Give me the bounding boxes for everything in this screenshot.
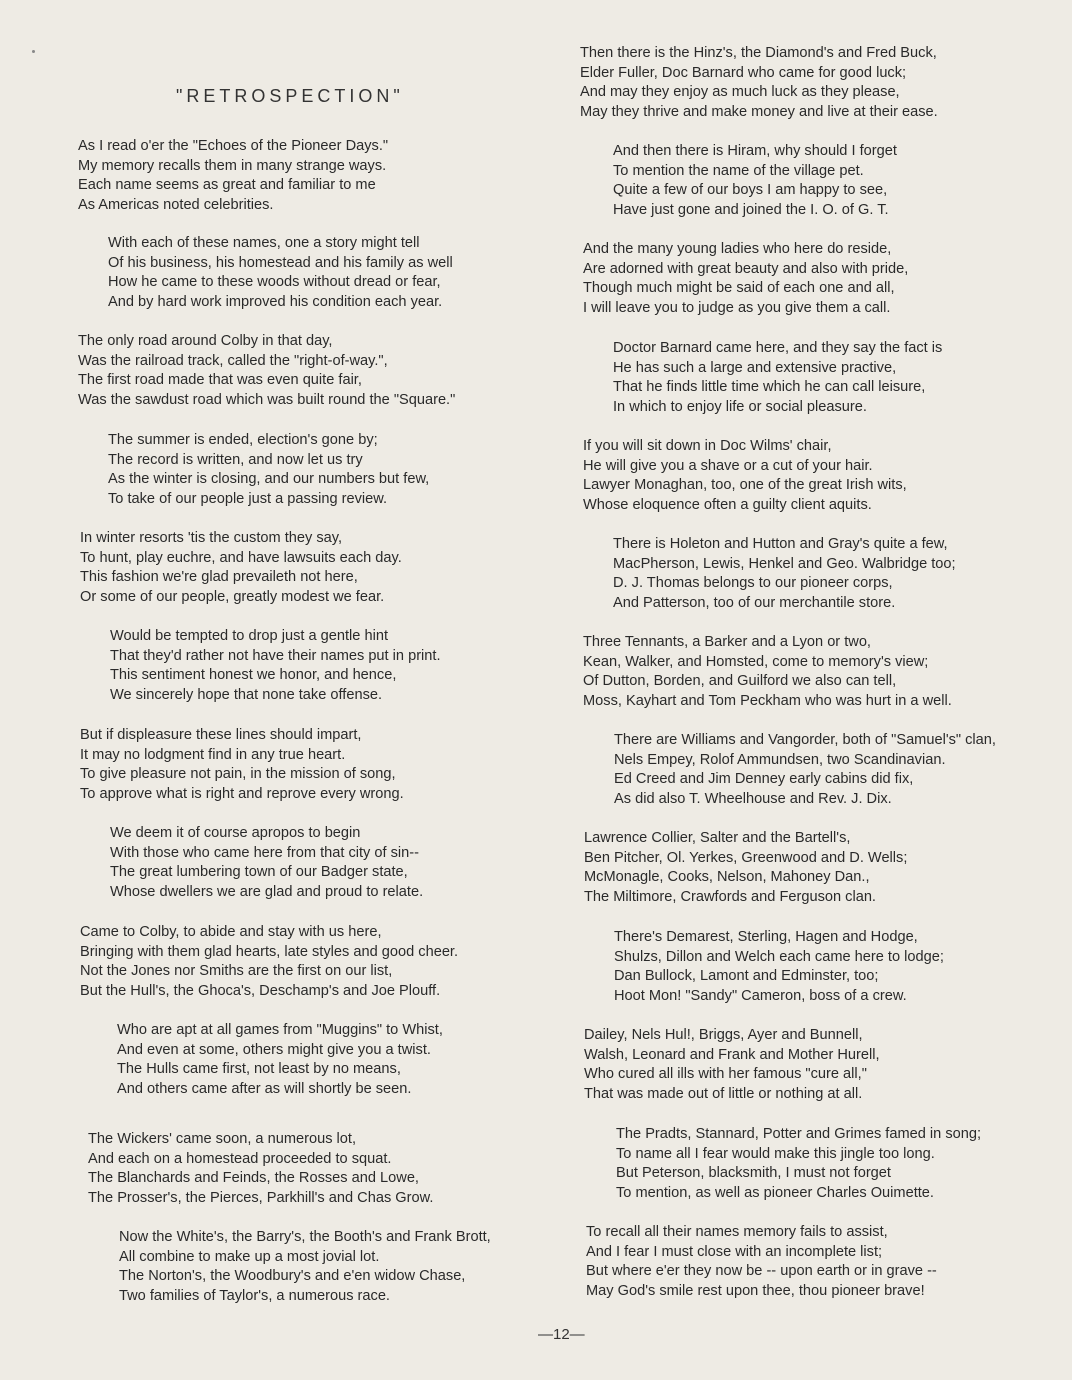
poem-line: This sentiment honest we honor, and hence, xyxy=(110,667,397,684)
poem-line: May God's smile rest upon thee, thou pioneer brave! xyxy=(586,1282,925,1299)
poem-line: That was made out of little or nothing at all. xyxy=(584,1085,863,1102)
poem-line: Ed Creed and Jim Denney early cabins did fix, xyxy=(614,771,914,788)
poem-line: As Americas noted celebrities. xyxy=(78,196,274,213)
poem-line: The first road made that was even quite fair, xyxy=(78,372,362,389)
poem-line: My memory recalls them in many strange ways. xyxy=(78,157,387,174)
poem-line: All combine to make up a most jovial lot. xyxy=(119,1248,380,1265)
poem-line: Moss, Kayhart and Tom Peckham who was hurt in a well. xyxy=(583,692,952,709)
stanza xyxy=(616,1125,981,1203)
poem-line: The great lumbering town of our Badger state, xyxy=(110,864,408,881)
poem-line: As did also T. Wheelhouse and Rev. J. Dix. xyxy=(614,790,892,807)
poem-line: The Wickers' came soon, a numerous lot, xyxy=(88,1131,357,1147)
poem-line: To hunt, play euchre, and have lawsuits each day. xyxy=(80,549,402,566)
poem-line: D. J. Thomas belongs to our pioneer corps, xyxy=(613,575,893,592)
poem-line: MacPherson, Lewis, Henkel and Geo. Walbridge too; xyxy=(613,555,956,572)
poem-line: The Blanchards and Feinds, the Rosses and Lowe, xyxy=(88,1170,419,1187)
stanza xyxy=(584,1026,880,1104)
poem-line: Bringing with them glad hearts, late styles and good cheer. xyxy=(80,943,459,960)
poem-line: Shulzs, Dillon and Welch each came here to lodge; xyxy=(614,948,944,965)
stanza xyxy=(583,240,908,318)
stanza xyxy=(580,44,938,122)
poem-line: I will leave you to judge as you give them a call. xyxy=(583,299,891,316)
stanza xyxy=(78,137,388,215)
stanza xyxy=(108,234,453,312)
stanza xyxy=(108,431,429,509)
poem-line: The Miltimore, Crawfords and Ferguson clan. xyxy=(584,888,876,905)
poem-line: The Hulls came first, not least by no means, xyxy=(117,1061,401,1078)
poem-line: Of Dutton, Borden, and Guilford we also can tell, xyxy=(583,673,897,690)
poem-line: The record is written, and now let us try xyxy=(108,451,363,468)
stanza xyxy=(583,633,952,711)
poem-line: Then there is the Hinz's, the Diamond's and Fred Buck, xyxy=(580,45,937,61)
poem-line: The Pradts, Stannard, Potter and Grimes famed in song; xyxy=(616,1126,982,1142)
poem-line: And others came after as will shortly be seen. xyxy=(117,1080,412,1097)
poem-line: McMonagle, Cooks, Nelson, Mahoney Dan., xyxy=(584,869,870,886)
poem-line: Lawyer Monaghan, too, one of the great Irish wits, xyxy=(583,477,907,494)
poem-line: We sincerely hope that none take offense. xyxy=(110,686,383,703)
stanza xyxy=(614,928,944,1006)
poem-line: With each of these names, one a story might tell xyxy=(108,235,420,251)
poem-line: This fashion we're glad prevaileth not here, xyxy=(80,569,358,586)
poem-line: Dan Bullock, Lamont and Edminster, too; xyxy=(614,968,879,985)
poem-line: Though much might be said of each one and all, xyxy=(583,280,895,297)
poem-line: Of his business, his homestead and his family as well xyxy=(108,254,453,271)
poem-line: Not the Jones nor Smiths are the first on our list, xyxy=(80,963,393,980)
poem-line: Nels Empey, Rolof Ammundsen, two Scandinavian. xyxy=(614,751,946,768)
poem-line: Doctor Barnard came here, and they say the fact is xyxy=(613,340,943,356)
poem-line: But Peterson, blacksmith, I must not forget xyxy=(616,1165,891,1182)
poem-line: It may no lodgment find in any true heart. xyxy=(80,746,346,763)
poem-line: In which to enjoy life or social pleasure. xyxy=(613,398,867,415)
poem-line: Came to Colby, to abide and stay with us here, xyxy=(80,924,382,940)
poem-line: Was the railroad track, called the "right-of-way.", xyxy=(78,352,388,369)
stanza xyxy=(586,1223,937,1301)
poem-line: But the Hull's, the Ghoca's, Deschamp's and Joe Plouff. xyxy=(80,982,441,999)
poem-line: He has such a large and extensive practive, xyxy=(613,359,897,376)
poem-line: But where e'er they now be -- upon earth or in grave -- xyxy=(586,1263,937,1280)
poem-line: Who cured all ills with her famous "cure all," xyxy=(584,1066,867,1083)
stanza xyxy=(110,627,441,705)
stanza xyxy=(80,923,458,1001)
poem-line: And by hard work improved his condition each year. xyxy=(108,293,443,310)
poem-line: Now the White's, the Barry's, the Booth's and Frank Brott, xyxy=(119,1229,491,1245)
poem-line: To mention, as well as pioneer Charles Ouimette. xyxy=(616,1184,934,1201)
poem-line: We deem it of course apropos to begin xyxy=(110,825,361,841)
poem-line: He will give you a shave or a cut of your hair. xyxy=(583,457,873,474)
poem-line: To name all I fear would make this jingle too long. xyxy=(616,1145,935,1162)
poem-line: There are Williams and Vangorder, both of "Samuel's" clan, xyxy=(614,732,996,748)
poem-line: Elder Fuller, Doc Barnard who came for good luck; xyxy=(580,64,907,81)
poem-line: There's Demarest, Sterling, Hagen and Hodge, xyxy=(614,929,918,945)
poem-line: Walsh, Leonard and Frank and Mother Hurell, xyxy=(584,1046,880,1063)
poem-line: To mention the name of the village pet. xyxy=(613,162,864,179)
poem-line: And may they enjoy as much luck as they please, xyxy=(580,84,900,101)
poem-line: To take of our people just a passing review. xyxy=(108,490,388,507)
poem-line: Lawrence Collier, Salter and the Bartell's, xyxy=(584,830,851,846)
poem-title: "RETROSPECTION" xyxy=(176,86,404,106)
poem-line: And even at some, others might give you a twist. xyxy=(117,1041,431,1058)
poem-line: The only road around Colby in that day, xyxy=(78,333,333,349)
poem-line: Two families of Taylor's, a numerous race. xyxy=(119,1287,390,1304)
poem-line: Whose dwellers we are glad and proud to relate. xyxy=(110,883,424,900)
poem-line: To approve what is right and reprove every wrong. xyxy=(80,785,404,802)
poem-line: Or some of our people, greatly modest we fear. xyxy=(80,588,385,605)
poem-line: Kean, Walker, and Homsted, come to memory's view; xyxy=(583,653,929,670)
poem-line: Whose eloquence often a guilty client aquits. xyxy=(583,496,872,513)
stanza xyxy=(80,726,404,804)
stanza xyxy=(78,332,455,410)
stanza xyxy=(88,1130,433,1208)
poem-line: As the winter is closing, and our numbers but few, xyxy=(108,471,430,488)
poem-line: With those who came here from that city of sin-- xyxy=(110,844,420,861)
stanza xyxy=(110,824,423,902)
stanza xyxy=(614,731,996,809)
stanza xyxy=(117,1021,443,1099)
poem-line: In winter resorts 'tis the custom they say, xyxy=(80,530,343,546)
poem-line: And Patterson, too of our merchantile store. xyxy=(613,594,896,611)
poem-line: How he came to these woods without dread or fear, xyxy=(108,274,441,291)
poem-line: May they thrive and make money and live at their ease. xyxy=(580,103,938,120)
poem-line: Three Tennants, a Barker and a Lyon or two, xyxy=(583,634,871,650)
poem-line: Have just gone and joined the I. O. of G. T. xyxy=(613,201,889,218)
poem-line: To recall all their names memory fails to assist, xyxy=(586,1224,888,1240)
poem-line: The Norton's, the Woodbury's and e'en widow Chase, xyxy=(119,1268,466,1285)
poem-line: Would be tempted to drop just a gentle hint xyxy=(110,628,389,644)
poem-line: And the many young ladies who here do reside, xyxy=(583,241,892,257)
poem-line: Quite a few of our boys I am happy to see, xyxy=(613,182,888,199)
poem-line: That he finds little time which he can call leisure, xyxy=(613,379,926,396)
page-speck xyxy=(32,50,35,53)
poem-line: There is Holeton and Hutton and Gray's quite a few, xyxy=(613,536,948,552)
poem-line: The summer is ended, election's gone by; xyxy=(108,432,378,448)
stanza xyxy=(119,1228,491,1306)
poem-line: Ben Pitcher, Ol. Yerkes, Greenwood and D. Wells; xyxy=(584,849,908,866)
poem-line: Are adorned with great beauty and also with pride, xyxy=(583,260,909,277)
poem-line: That they'd rather not have their names put in print. xyxy=(110,647,441,664)
poem-line: Dailey, Nels Hul!, Briggs, Ayer and Bunnell, xyxy=(584,1027,863,1043)
stanza xyxy=(613,142,897,220)
poem-line: Hoot Mon! "Sandy" Cameron, boss of a crew. xyxy=(614,987,907,1004)
poem-line: And each on a homestead proceeded to squat. xyxy=(88,1150,392,1167)
stanza xyxy=(583,437,907,515)
stanza xyxy=(584,829,907,907)
poem-line: Each name seems as great and familiar to me xyxy=(78,177,376,194)
poem-line: Who are apt at all games from "Muggins" to Whist, xyxy=(117,1022,443,1038)
poem-line: Was the sawdust road which was built round the "Square." xyxy=(78,391,456,408)
stanza xyxy=(613,339,942,417)
poem-line: To give pleasure not pain, in the mission of song, xyxy=(80,766,396,783)
poem-line: The Prosser's, the Pierces, Parkhill's and Chas Grow. xyxy=(88,1189,434,1206)
poem-line: And then there is Hiram, why should I forget xyxy=(613,143,897,159)
page-number: —12— xyxy=(538,1326,585,1343)
poem-line: But if displeasure these lines should impart, xyxy=(80,727,362,743)
poem-line: As I read o'er the "Echoes of the Pioneer Days." xyxy=(78,138,389,154)
stanza xyxy=(613,535,956,613)
poem-line: If you will sit down in Doc Wilms' chair, xyxy=(583,438,832,454)
stanza xyxy=(80,529,402,607)
poem-line: And I fear I must close with an incomplete list; xyxy=(586,1243,883,1260)
